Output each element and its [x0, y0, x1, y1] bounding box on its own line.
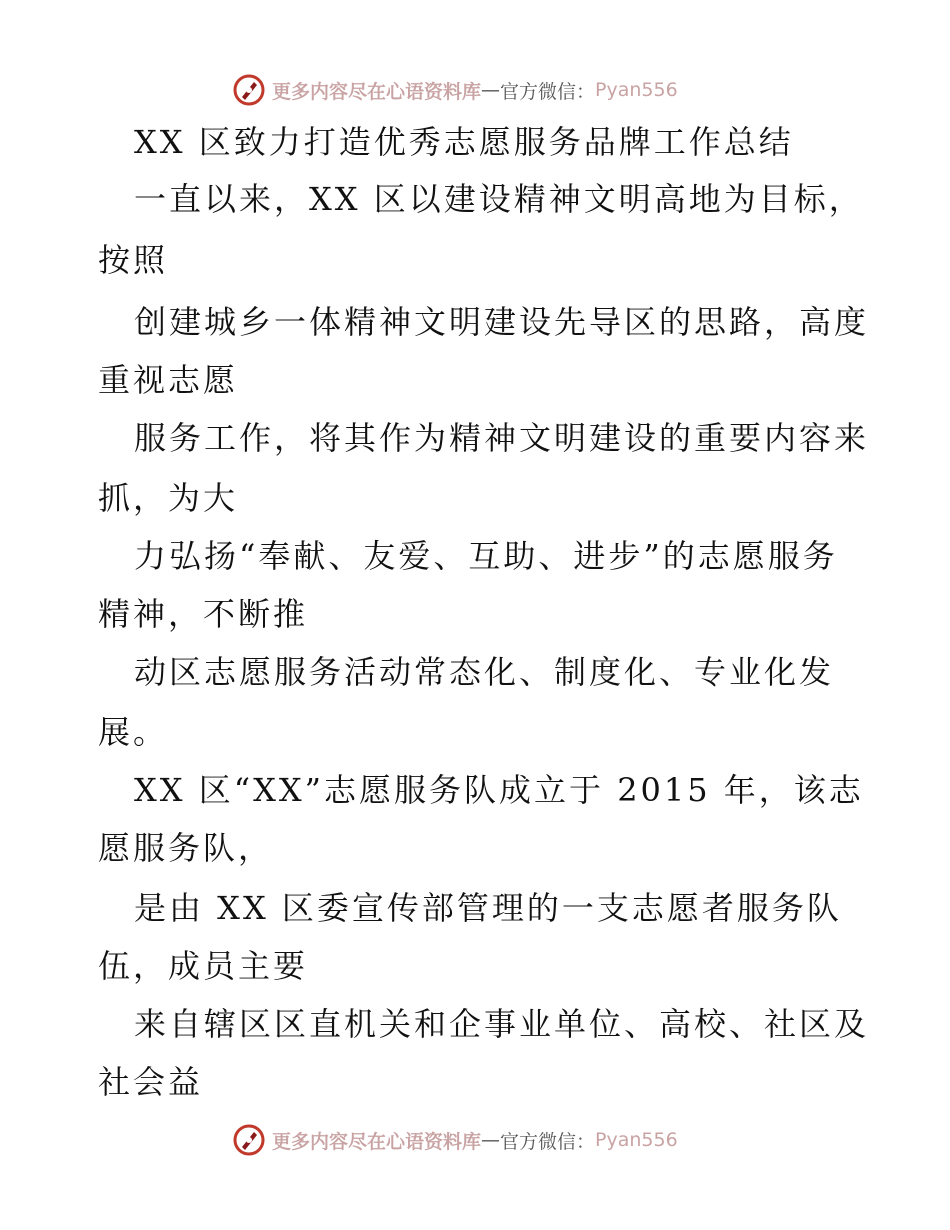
document-title: XX 区致力打造优秀志愿服务品牌工作总结 [134, 123, 794, 161]
banner-main-text: 更多内容尽在心语资料库 [272, 1130, 482, 1153]
paragraph-line: 力弘扬“奉献、友爱、互助、进步”的志愿服务 [134, 537, 838, 575]
paragraph-line: 重视志愿 [98, 361, 239, 399]
paragraph-line: XX 区“XX”志愿服务队成立于 2015 年，该志 [134, 771, 864, 809]
paragraph-line: 伍，成员主要 [98, 947, 309, 985]
pen-circle-logo-icon [232, 1123, 266, 1157]
banner-wechat-id: Pyan556 [595, 1129, 678, 1151]
paragraph-line: 创建城乡一体精神文明建设先导区的思路，高度 [134, 303, 870, 341]
paragraph-line: 动区志愿服务活动常态化、制度化、专业化发 [134, 653, 835, 691]
paragraph-line: 来自辖区区直机关和企事业单位、高校、社区及 [134, 1005, 870, 1043]
footer-watermark [232, 1120, 732, 1160]
banner-wechat-id: Pyan556 [595, 79, 678, 101]
paragraph-line: 愿服务队， [98, 829, 274, 867]
header-watermark [232, 70, 732, 110]
paragraph-line: 是由 XX 区委宣传部管理的一支志愿者服务队 [134, 889, 842, 927]
paragraph-line: 抓，为大 [98, 479, 239, 517]
banner-dash: — [481, 1129, 501, 1151]
banner-dash: — [481, 79, 501, 101]
banner-official-label: 官方微信： [500, 1130, 596, 1153]
paragraph-line: 一直以来，XX 区以建设精神文明高地为目标， [134, 180, 864, 218]
paragraph-line: 精神，不断推 [98, 595, 309, 633]
paragraph-line: 按照 [98, 241, 169, 279]
banner-main-text: 更多内容尽在心语资料库 [272, 80, 482, 103]
pen-circle-logo-icon [232, 73, 266, 107]
paragraph-line: 社会益 [98, 1063, 204, 1101]
paragraph-line: 服务工作，将其作为精神文明建设的重要内容来 [134, 419, 870, 457]
paragraph-line: 展。 [98, 713, 169, 751]
banner-official-label: 官方微信： [500, 80, 596, 103]
